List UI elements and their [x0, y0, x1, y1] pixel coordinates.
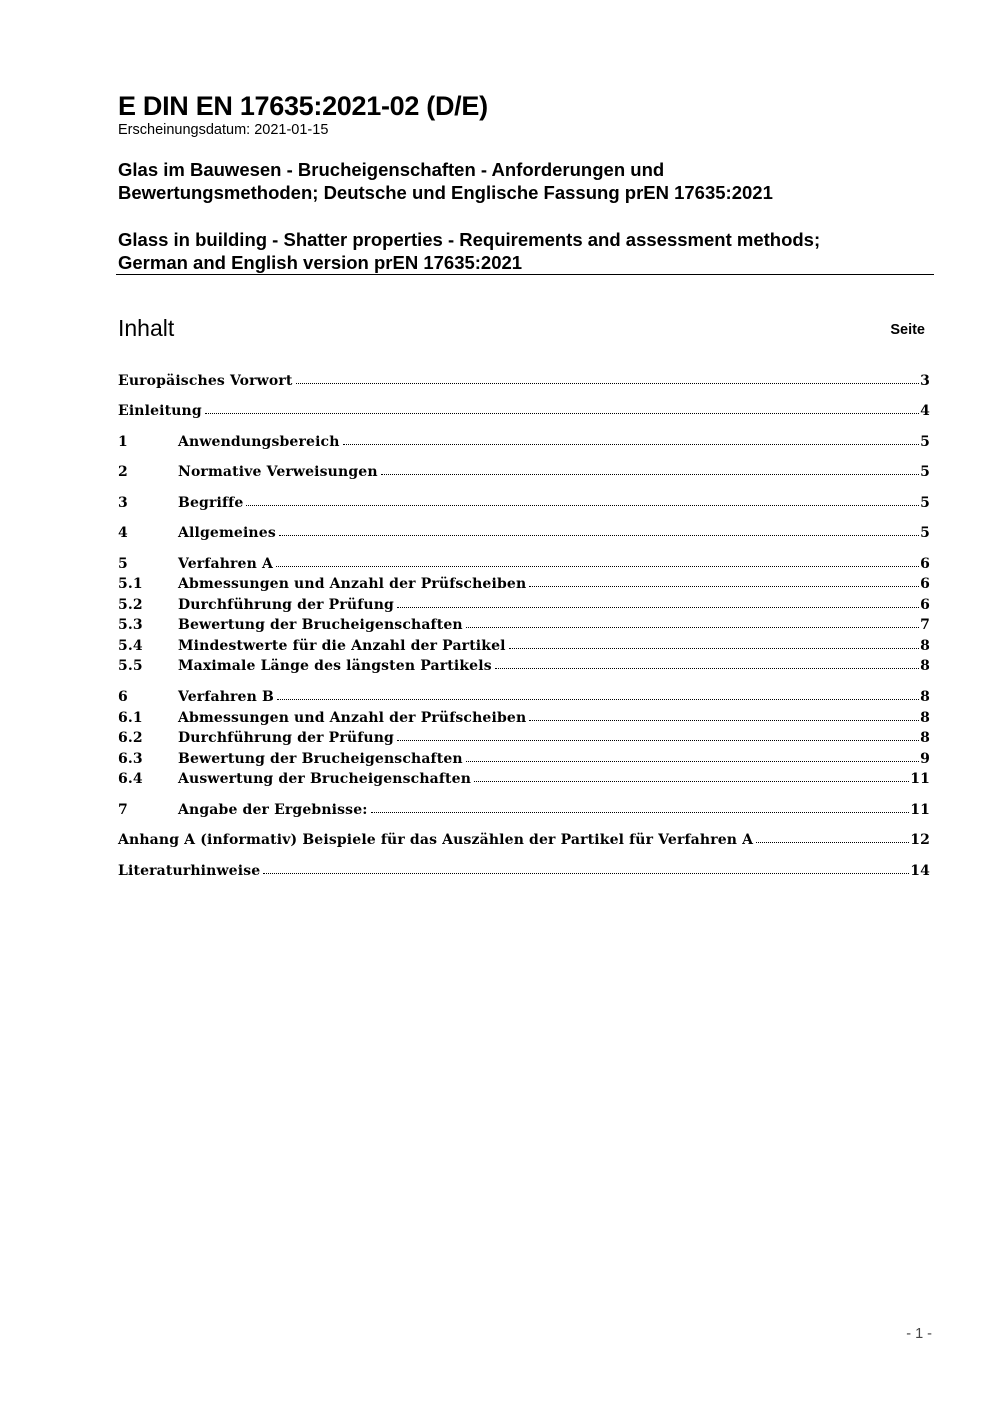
toc-entry-page: 8 — [920, 730, 930, 746]
toc-entry-number: 6.2 — [118, 730, 143, 746]
toc-entry[interactable] — [118, 554, 930, 574]
toc-dot-leader — [495, 665, 919, 669]
toc-entry-title: Europäisches Vorwort — [118, 373, 293, 389]
toc-entry-title: Abmessungen und Anzahl der Prüfscheiben — [178, 710, 527, 726]
toc-entry-title: Verfahren A — [178, 556, 273, 572]
toc-entry-number: 5.1 — [118, 576, 143, 592]
toc-dot-leader — [263, 870, 909, 874]
toc-entry[interactable] — [118, 728, 930, 748]
toc-entry-title: Bewertung der Brucheigenschaften — [178, 617, 463, 633]
toc-dot-leader — [397, 737, 919, 741]
toc-dot-leader — [277, 696, 919, 700]
toc-entry-number: 5.5 — [118, 658, 143, 674]
toc-entry-number: 5.4 — [118, 638, 143, 654]
toc-entry-number: 5 — [118, 556, 128, 572]
toc-entry[interactable] — [118, 574, 930, 594]
toc-entry-title: Auswertung der Brucheigenschaften — [178, 771, 472, 787]
toc-dot-leader — [343, 441, 920, 445]
toc-entry-number: 6 — [118, 689, 128, 705]
toc-dot-leader — [466, 624, 919, 628]
toc-entry-page: 5 — [920, 495, 930, 511]
toc-entry-number: 6.1 — [118, 710, 143, 726]
toc-entry[interactable] — [118, 749, 930, 769]
toc-entry-page: 6 — [920, 556, 930, 572]
title-german — [118, 158, 918, 204]
toc-entry-number: 5.3 — [118, 617, 143, 633]
toc-dot-leader — [529, 583, 919, 587]
toc-dot-leader — [279, 532, 919, 536]
toc-entry[interactable] — [118, 371, 930, 391]
toc-entry-title: Verfahren B — [178, 689, 274, 705]
toc-entry[interactable] — [118, 493, 930, 513]
toc-entry-page: 14 — [910, 863, 930, 879]
toc-entry-title: Durchführung der Prüfung — [178, 730, 394, 746]
toc-entry-title: Allgemeines — [178, 525, 276, 541]
toc-entry-number: 3 — [118, 495, 128, 511]
toc-entry-number: 6.3 — [118, 751, 143, 767]
toc-entry[interactable] — [118, 595, 930, 615]
toc-dot-leader — [756, 839, 909, 843]
toc-dot-leader — [276, 563, 919, 567]
title-german-line: Bewertungsmethoden; Deutsche und Englische Fassung prEN 17635:2021 — [118, 182, 773, 203]
toc-dot-leader — [466, 758, 919, 762]
toc-entry[interactable] — [118, 615, 930, 635]
toc-entry-page: 8 — [920, 689, 930, 705]
toc-entry[interactable] — [118, 800, 930, 820]
toc-entry-page: 4 — [920, 403, 930, 419]
toc-page-label: Seite — [890, 322, 925, 338]
toc-entry[interactable] — [118, 687, 930, 707]
toc-entry-page: 8 — [920, 658, 930, 674]
title-german-line: Glas im Bauwesen - Brucheigenschaften - Anforderungen und — [118, 159, 665, 180]
toc-entry[interactable] — [118, 861, 930, 881]
toc-entry-page: 6 — [920, 576, 930, 592]
toc-dot-leader — [371, 809, 910, 813]
toc-entry-page: 5 — [920, 464, 930, 480]
toc-dot-leader — [474, 778, 909, 782]
toc-entry-title: Abmessungen und Anzahl der Prüfscheiben — [178, 576, 527, 592]
toc-dot-leader — [246, 502, 919, 506]
publication-date: Erscheinungsdatum: 2021-01-15 — [118, 122, 329, 138]
toc-dot-leader — [397, 604, 919, 608]
title-english-line: Glass in building - Shatter properties - Requirements and assessment methods; — [118, 229, 821, 250]
toc-entry[interactable] — [118, 432, 930, 452]
toc-entry-number: 2 — [118, 464, 128, 480]
toc-entry-page: 5 — [920, 434, 930, 450]
toc-entry-page: 12 — [910, 832, 930, 848]
toc-entry-page: 8 — [920, 638, 930, 654]
toc-entry-number: 1 — [118, 434, 128, 450]
toc-entry[interactable] — [118, 769, 930, 789]
toc-entry-page: 6 — [920, 597, 930, 613]
toc-entry[interactable] — [118, 523, 930, 543]
toc-dot-leader — [205, 410, 919, 414]
toc-dot-leader — [509, 645, 919, 649]
toc-dot-leader — [296, 380, 920, 384]
toc-entry-title: Literaturhinweise — [118, 863, 261, 879]
toc-entry[interactable] — [118, 708, 930, 728]
toc-entry-title: Maximale Länge des längsten Partikels — [178, 658, 492, 674]
title-english — [118, 228, 918, 274]
toc-entry-page: 9 — [920, 751, 930, 767]
toc-entry-title: Angabe der Ergebnisse: — [178, 802, 368, 818]
toc-entry-title: Anhang A (informativ) Beispiele für das Auszählen der Partikel für Verfahren A — [118, 832, 754, 848]
toc-entry[interactable] — [118, 830, 930, 850]
toc-entry-title: Mindestwerte für die Anzahl der Partikel — [178, 638, 506, 654]
toc-entry-title: Normative Verweisungen — [178, 464, 378, 480]
title-english-line: German and English version prEN 17635:2021 — [118, 252, 523, 273]
toc-entry-title: Anwendungsbereich — [178, 434, 340, 450]
toc-entry-number: 6.4 — [118, 771, 143, 787]
toc-entry-page: 7 — [920, 617, 930, 633]
toc-entry[interactable] — [118, 656, 930, 676]
toc-entry-page: 3 — [920, 373, 930, 389]
toc-entry[interactable] — [118, 462, 930, 482]
title-divider — [116, 274, 934, 275]
toc-dot-leader — [381, 471, 919, 475]
document-id: E DIN EN 17635:2021-02 (D/E) — [118, 91, 488, 121]
toc-entry-title: Bewertung der Brucheigenschaften — [178, 751, 463, 767]
toc-entry-page: 11 — [910, 771, 930, 787]
toc-dot-leader — [529, 717, 919, 721]
toc-entry[interactable] — [118, 636, 930, 656]
toc-entry-page: 5 — [920, 525, 930, 541]
toc-entry[interactable] — [118, 401, 930, 421]
toc-entry-title: Durchführung der Prüfung — [178, 597, 394, 613]
toc-heading: Inhalt — [118, 315, 175, 341]
page-number: - 1 - — [906, 1326, 932, 1342]
toc-entry-title: Einleitung — [118, 403, 202, 419]
toc-entry-page: 8 — [920, 710, 930, 726]
toc-entry-number: 5.2 — [118, 597, 143, 613]
toc-entry-number: 4 — [118, 525, 128, 541]
toc-entry-number: 7 — [118, 802, 128, 818]
toc-entry-page: 11 — [910, 802, 930, 818]
toc-entry-title: Begriffe — [178, 495, 244, 511]
